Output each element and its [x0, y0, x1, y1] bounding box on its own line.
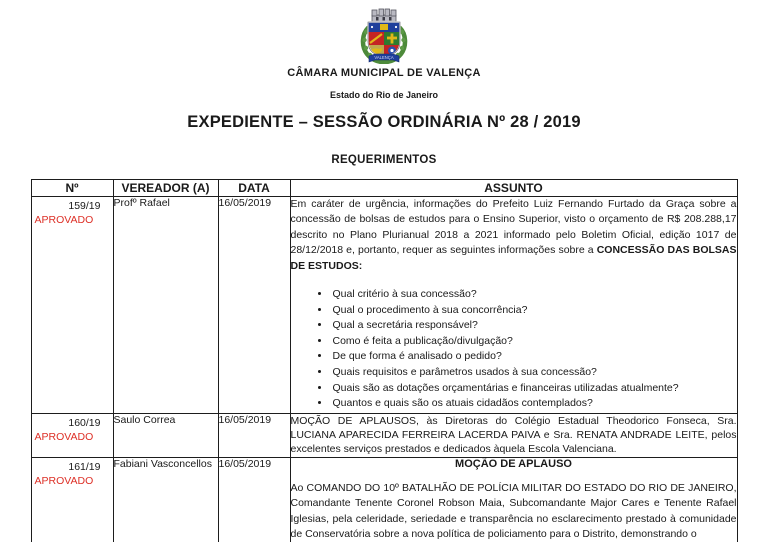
document-header [0, 8, 768, 166]
valenca-coat-of-arms-icon [355, 8, 413, 64]
cell-vereador: Fabiani Vasconcellos [113, 458, 218, 542]
institution-name: CÂMARA MUNICIPAL DE VALENÇA [287, 67, 481, 79]
cell-assunto [290, 414, 737, 458]
table-row [31, 458, 737, 542]
table-header-row [31, 180, 737, 197]
cell-data: 16/05/2019 [218, 414, 290, 458]
cell-data: 16/05/2019 [218, 458, 290, 542]
cell-assunto [290, 458, 737, 542]
list-item: • Quantos e quais são os atuais cidadãos contemplados? [331, 396, 737, 412]
column-header-data: DATA [218, 180, 290, 197]
cell-assunto [290, 197, 737, 414]
assunto-paragraph: Ao COMANDO DO 10º BATALHÃO DE POLÍCIA MILITAR DO ESTADO DO RIO DE JANEIRO, Comandante Tenente Coronel Robson Maia, Subcomandante Major Cares e Tenente Rafael Iglesias, pela celeridade, seriedade e transparência no esclarecimento prestado à comunidade de Conservatória sobre a nova política de policiamento para o Distrito, demonstrando o [290, 482, 737, 541]
shield-icon [368, 22, 400, 57]
section-title: REQUERIMENTOS [331, 154, 437, 166]
question-list [291, 287, 737, 412]
cell-vereador: Saulo Correa [113, 414, 218, 458]
table-row [31, 197, 737, 414]
list-item: • Qual a secretária responsável? [331, 318, 737, 334]
cell-numero [31, 197, 113, 414]
list-item: • De que forma é analisado o pedido? [331, 349, 737, 365]
status-aprovado: APROVADO [34, 214, 94, 226]
requerimento-number: 161/19 [68, 461, 101, 473]
cell-numero [31, 414, 113, 458]
cell-numero [31, 458, 113, 542]
list-item: • Qual o procedimento à sua concorrência? [331, 303, 737, 319]
assunto-paragraph: MOÇÃO DE APLAUSOS, às Diretoras do Colégio Estadual Theodorico Fonseca, Sra. LUCIANA APARECIDA FERREIRA LACERDA PAIVA e Sra. RENATA ANDRADE LEITE, pelos excelentes serviços prestados e dedicados àquela Escola Valenciana. [290, 415, 737, 456]
requerimentos-table [31, 179, 738, 542]
list-item: • Como é feita a publicação/divulgação? [331, 334, 737, 350]
cell-data: 16/05/2019 [218, 197, 290, 414]
column-header-assunto: ASSUNTO [290, 180, 737, 197]
table-row [31, 414, 737, 458]
list-item: • Quais são as dotações orçamentárias e financeiras utilizadas atualmente? [331, 381, 737, 397]
list-item: • Quais requisitos e parâmetros usados à sua concessão? [331, 365, 737, 381]
assunto-paragraph [291, 197, 737, 274]
cell-vereador: Profº Rafael [113, 197, 218, 414]
requerimento-number: 159/19 [68, 200, 101, 212]
ribbon-text: VALENÇA [374, 55, 394, 61]
assunto-bold-text: CONCESSÃO DAS BOLSAS DE ESTUDOS: [290, 244, 737, 272]
requerimento-number: 160/19 [68, 417, 101, 429]
mural-crown-icon [372, 9, 396, 22]
column-header-vereador: VEREADOR (A) [113, 180, 218, 197]
column-header-numero: Nº [31, 180, 113, 197]
status-aprovado: APROVADO [34, 431, 94, 443]
status-aprovado: APROVADO [34, 475, 94, 487]
assunto-intro-text: Em caráter de urgência, informações do Prefeito Luiz Fernando Furtado da Graça sobre a concessão de bolsas de estudos para o Ensino Superior, visto o orçamento de R$ 208.288,17 descrito no Plano Plurianual 2018 a 2021 informado pelo Boletim Oficial, edição 1017 de 28/12/2018 e, portanto, requer as seguintes informações sobre a [290, 198, 737, 257]
coat-of-arms [0, 8, 768, 64]
document-title: EXPEDIENTE – SESSÃO ORDINÁRIA Nº 28 / 2019 [187, 113, 581, 131]
assunto-heading: MOÇÃO DE APLAUSO [455, 458, 572, 470]
state-subtitle: Estado do Rio de Janeiro [329, 90, 439, 100]
list-item: • Qual critério à sua concessão? [331, 287, 737, 303]
